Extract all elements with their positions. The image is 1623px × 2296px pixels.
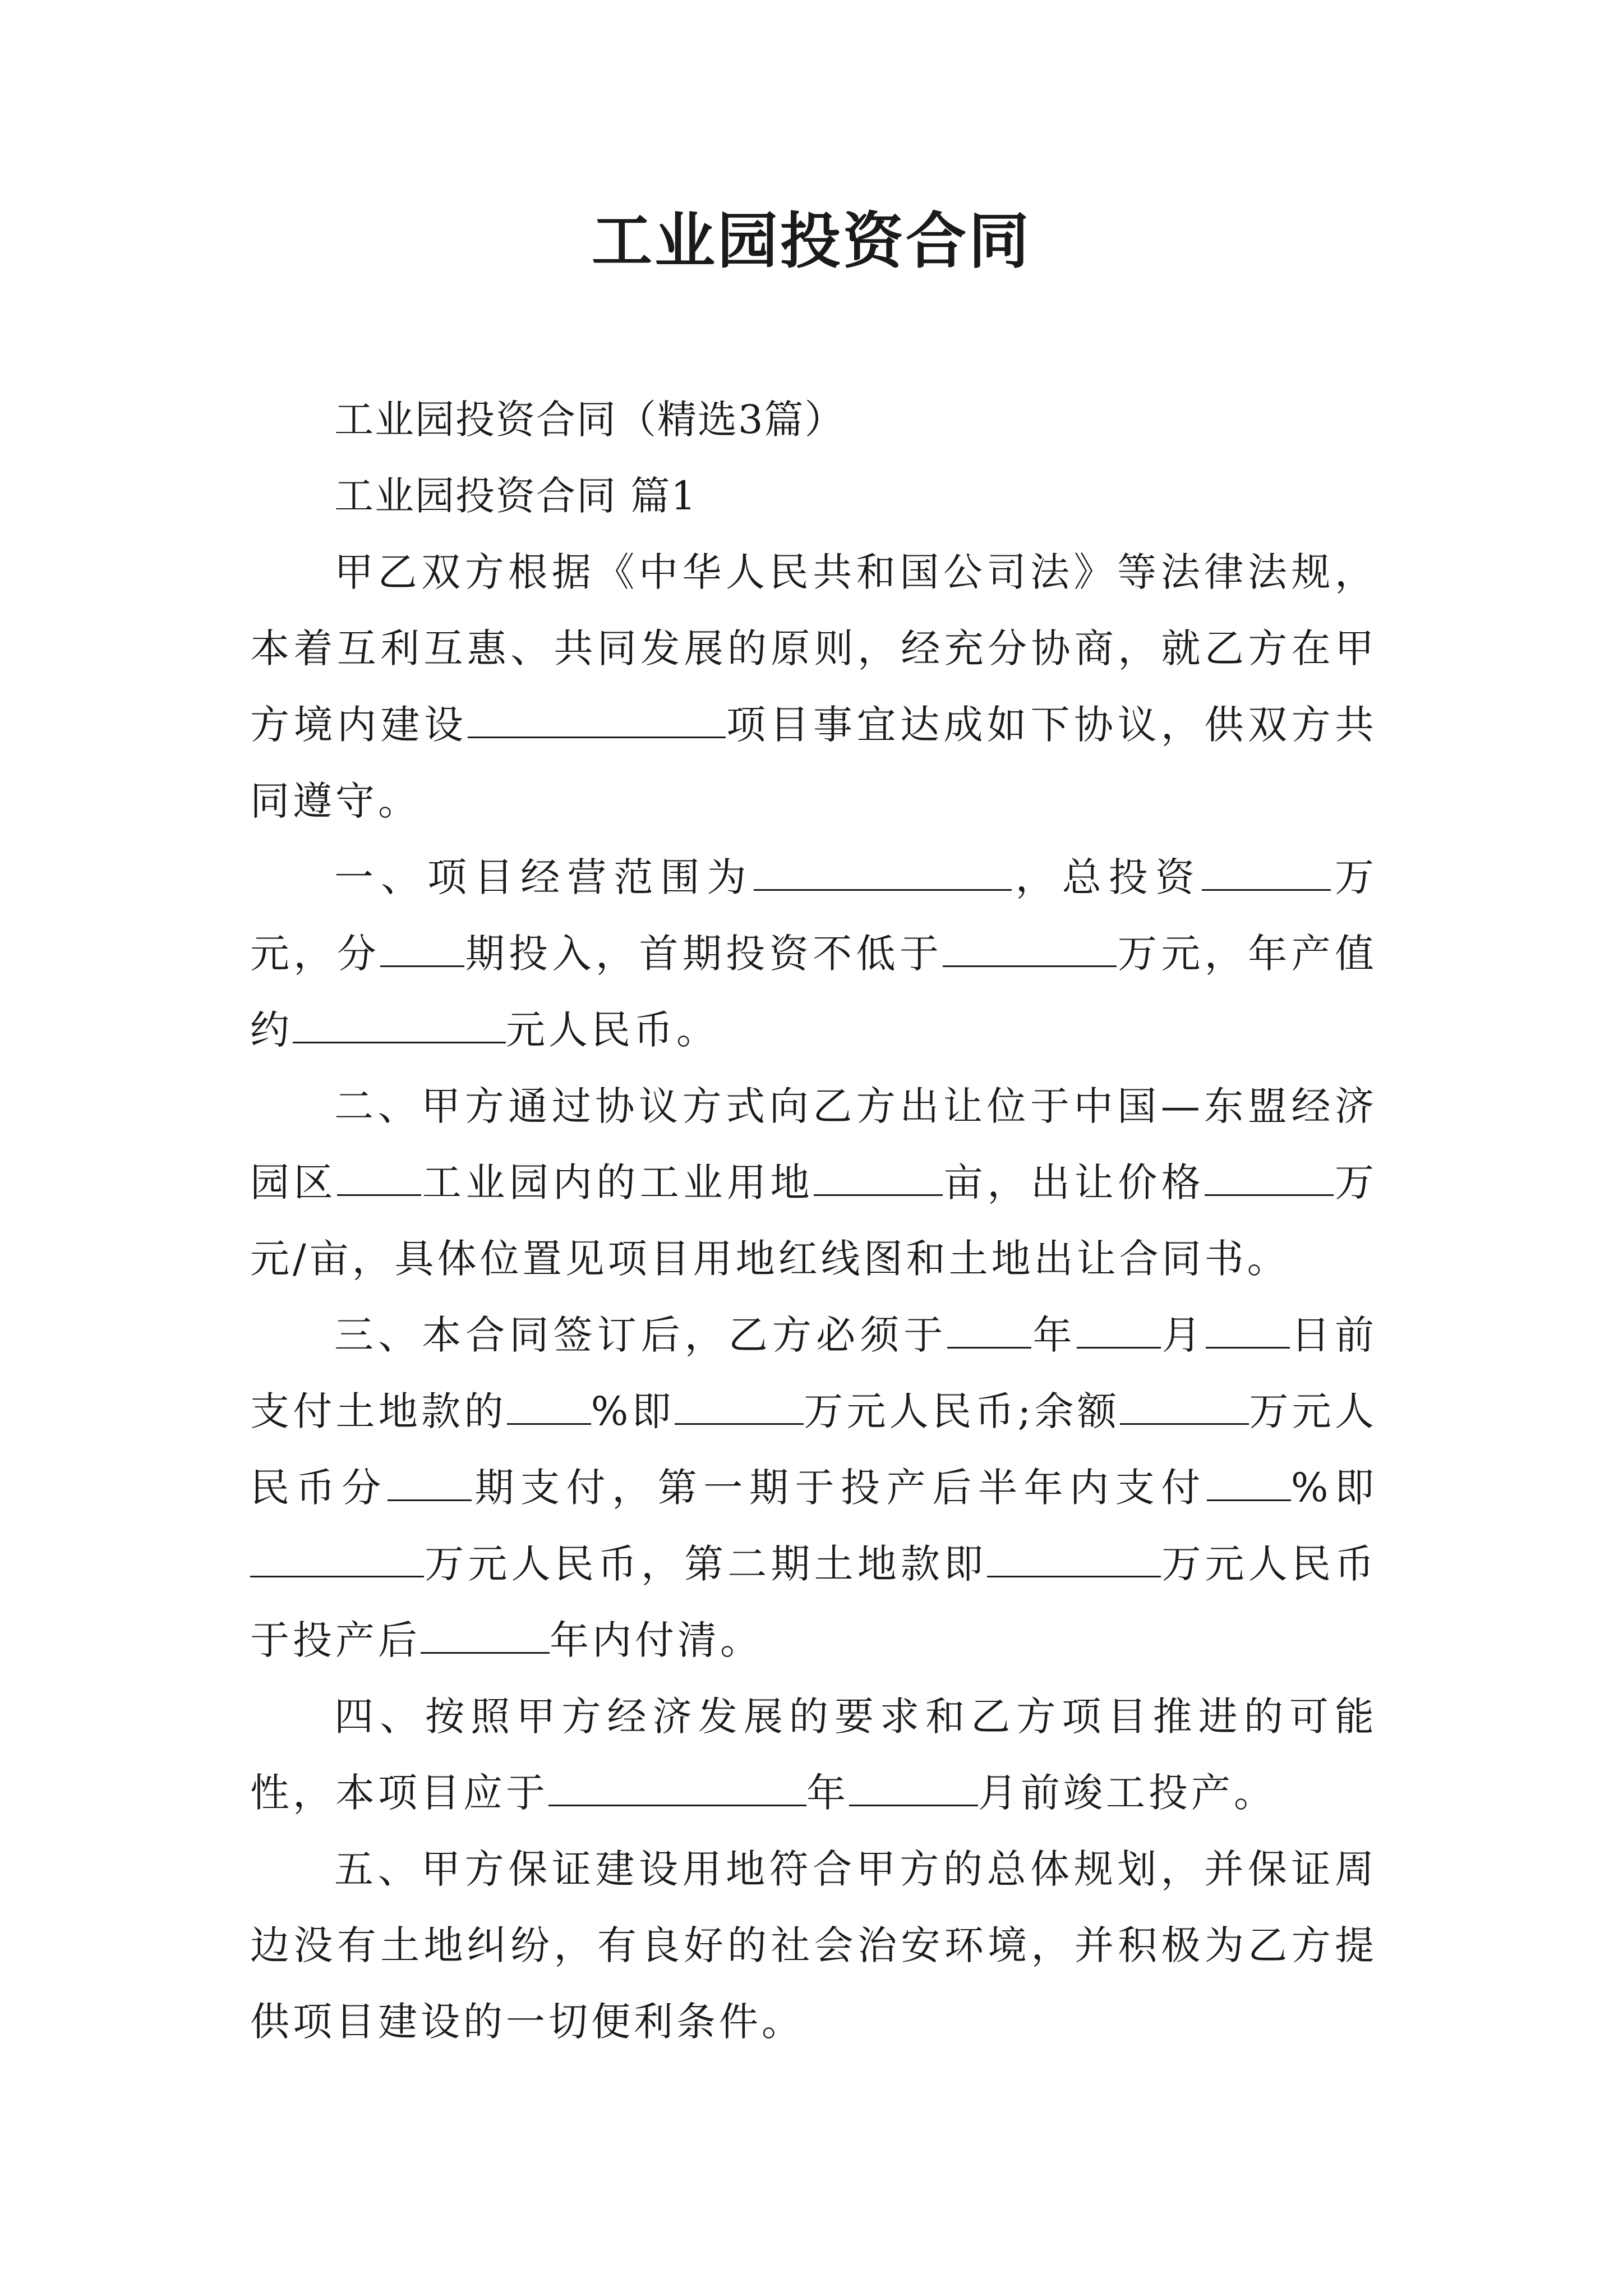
blank-balance-phases[interactable] <box>388 1462 472 1502</box>
document-body <box>250 381 1377 2060</box>
clause-4-text: 月前竣工投产。 <box>978 1770 1276 1816</box>
clause-5-paragraph: 五、甲方保证建设用地符合甲方的总体规划，并保证周边没有土地纠纷，有良好的社会治安环境，并积极为乙方提供项目建设的一切便利条件。 <box>250 1846 1377 2045</box>
clause-2-text: 工业园内的工业用地 <box>421 1159 814 1205</box>
clause-3-text: 日前支付土地款的 <box>250 1312 1378 1434</box>
blank-completion-month[interactable] <box>849 1768 978 1807</box>
clause-3-text: %即 <box>591 1388 675 1434</box>
blank-pay-month[interactable] <box>1077 1310 1161 1349</box>
blank-phase-count[interactable] <box>380 928 464 968</box>
document-title: 工业园投资合同 <box>591 206 1031 277</box>
clause-3-text: 万元人民币，第二期土地款即 <box>424 1541 988 1587</box>
clause-4-text: 年 <box>806 1770 849 1816</box>
clause-3-text: 年 <box>1031 1312 1077 1358</box>
clause-1-text: ，总投资 <box>1011 854 1202 900</box>
blank-completion-year[interactable] <box>548 1768 806 1807</box>
blank-phase1-amount[interactable] <box>250 1539 424 1578</box>
clause-4-paragraph <box>250 1678 1377 1831</box>
intro-text-1: 甲乙双方根据《中华人民共和国公司法》等法律法规，本着互利互惠、共同发展的原则，经充分协商，就乙方在甲方境内建设 <box>250 549 1377 748</box>
clause-3-paragraph <box>250 1297 1377 1678</box>
clause-3-text: 年内付清。 <box>550 1617 763 1663</box>
section-heading: 工业园投资合同 篇1 <box>334 473 697 519</box>
blank-payoff-years[interactable] <box>421 1615 550 1654</box>
blank-phase1-percent[interactable] <box>1207 1462 1291 1502</box>
clause-1-text: 一、项目经营范围为 <box>334 854 754 900</box>
blank-annual-output[interactable] <box>293 1005 506 1044</box>
document-subtitle: 工业园投资合同（精选3篇） <box>334 397 845 443</box>
blank-pay-day[interactable] <box>1206 1310 1290 1349</box>
blank-first-investment[interactable] <box>943 928 1117 968</box>
blank-phase2-amount[interactable] <box>987 1539 1161 1578</box>
clause-2-text: 万元/亩，具体位置见项目用地红线图和土地出让合同书。 <box>250 1159 1378 1282</box>
clause-3-text: 万元人民币分 <box>250 1388 1378 1511</box>
blank-deposit-amount[interactable] <box>675 1386 804 1425</box>
blank-business-scope[interactable] <box>754 852 1012 891</box>
clause-2-paragraph <box>250 1068 1377 1297</box>
blank-total-investment[interactable] <box>1202 852 1331 891</box>
blank-park-name[interactable] <box>337 1157 421 1197</box>
clause-4-text: 四、按照甲方经济发展的要求和乙方项目推进的可能性，本项目应于 <box>250 1694 1377 1816</box>
clause-3-text: 三、本合同签订后，乙方必须于 <box>334 1312 948 1358</box>
clause-3-text: 万元人民币于投产后 <box>250 1541 1378 1663</box>
clause-3-text: 期支付，第一期于投产后半年内支付 <box>471 1465 1207 1511</box>
clause-1-text: 万元，年产值约 <box>250 931 1378 1053</box>
clause-2-text: 二、甲方通过协议方式向乙方出让位于中国—东盟经济园区 <box>250 1083 1377 1205</box>
blank-balance-amount[interactable] <box>1120 1386 1249 1425</box>
clause-3-text: 月 <box>1160 1312 1206 1358</box>
clause-1-text: 期投入，首期投资不低于 <box>464 931 943 977</box>
clause-1-paragraph <box>250 839 1377 1068</box>
intro-paragraph <box>250 534 1377 839</box>
blank-land-area[interactable] <box>814 1157 943 1197</box>
blank-project-name[interactable] <box>468 700 726 739</box>
blank-pay-year[interactable] <box>947 1310 1031 1349</box>
blank-land-price[interactable] <box>1205 1157 1334 1197</box>
intro-text-2: 项目事宜达成如下协议，供双方共同遵守。 <box>250 702 1377 824</box>
clause-3-text: 万元人民币;余额 <box>803 1388 1121 1434</box>
clause-1-text: 万元，分 <box>250 854 1378 977</box>
clause-3-text: %即 <box>1290 1465 1378 1511</box>
clause-1-text: 元人民币。 <box>506 1007 719 1053</box>
clause-2-text: 亩，出让价格 <box>943 1159 1205 1205</box>
blank-deposit-percent[interactable] <box>507 1386 591 1425</box>
